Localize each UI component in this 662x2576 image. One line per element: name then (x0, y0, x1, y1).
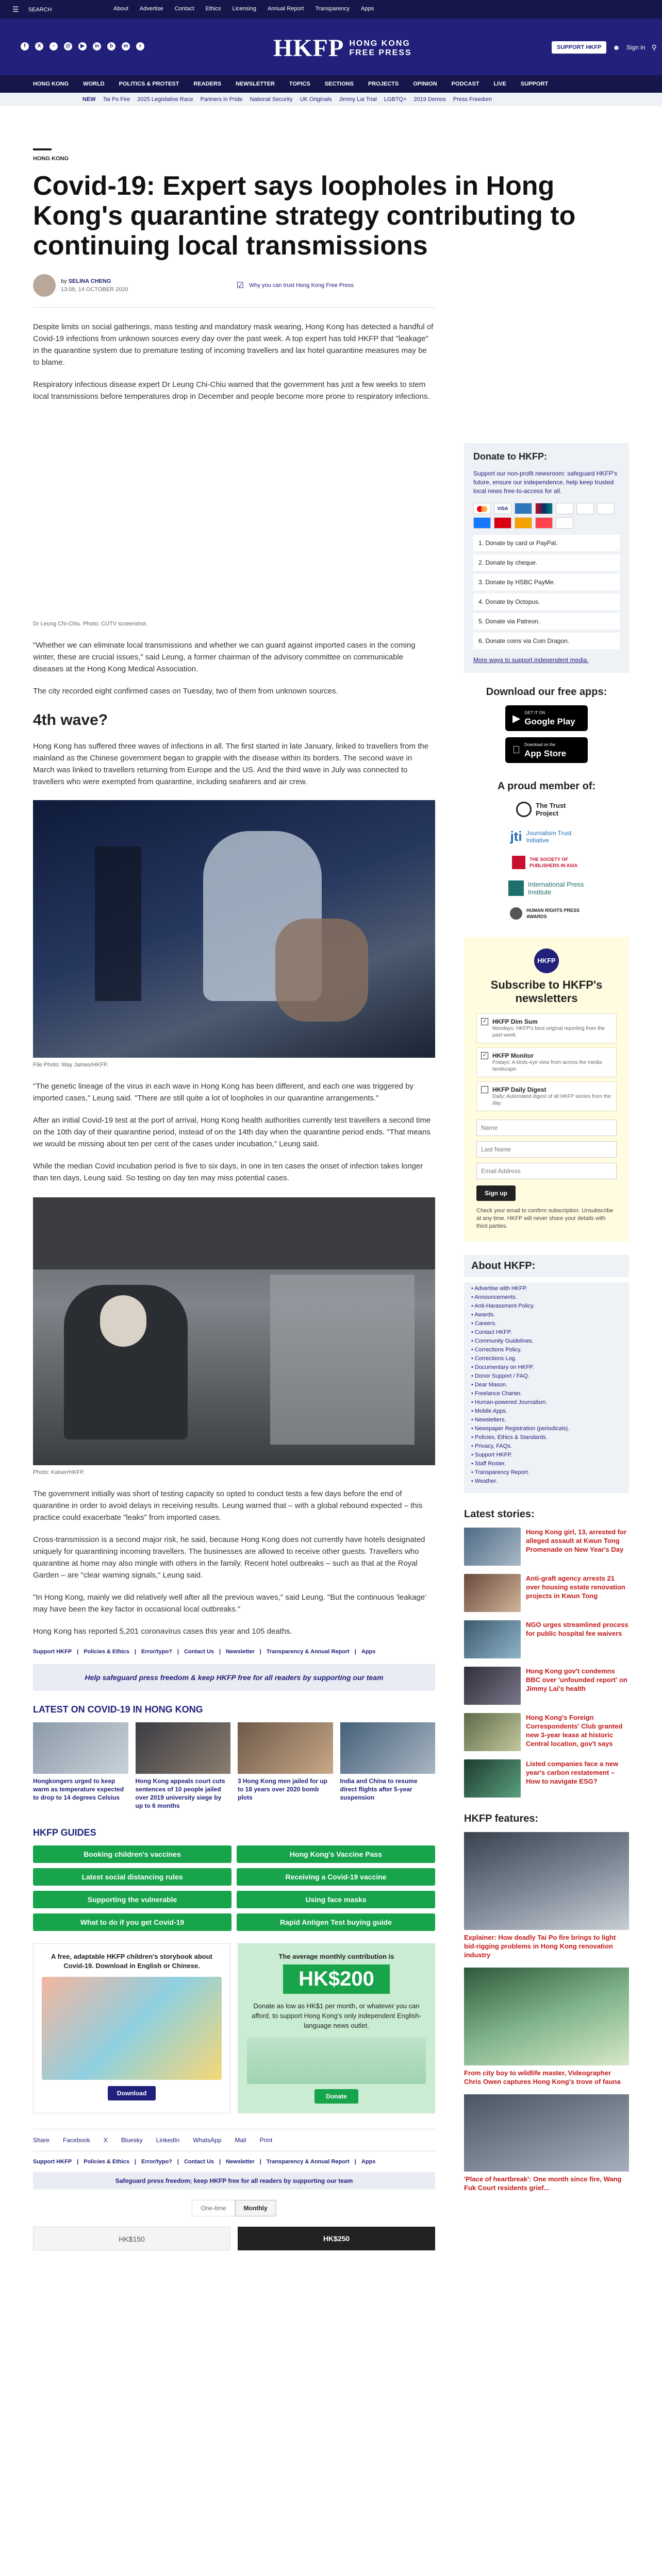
checkbox-checked-icon[interactable]: ✓ (481, 1052, 488, 1059)
first-name-field[interactable] (476, 1120, 617, 1136)
signup-button[interactable]: Sign up (476, 1185, 516, 1201)
nav-world[interactable]: WORLD (83, 81, 105, 87)
footer-link[interactable]: Transparency & Annual Report (266, 2159, 350, 2165)
about-link[interactable]: • Newsletters. (471, 1417, 506, 1423)
thumbnail (33, 1722, 128, 1774)
share-print[interactable]: Print (259, 2137, 273, 2144)
donate-step[interactable]: 3. Donate by HSBC PayMe. (473, 574, 620, 590)
share-linkedin[interactable]: LinkedIn (156, 2137, 180, 2144)
about-link[interactable]: • Corrections Policy. (471, 1347, 522, 1353)
trending-item[interactable]: National Security (250, 96, 293, 103)
nav-support[interactable]: SUPPORT (520, 81, 549, 87)
about-link[interactable]: • Support HKFP. (471, 1452, 512, 1458)
feature-title: 'Place of heartbreak': One month since fire, Wang Fuk Court residents grief... (464, 2175, 622, 2192)
about-list (464, 1282, 629, 1493)
ipi-icon (508, 880, 524, 896)
author-link[interactable]: SELINA CHENG (68, 278, 111, 284)
donate-step[interactable]: 2. Donate by cheque. (473, 554, 620, 571)
hrpa-logo[interactable] (510, 907, 583, 920)
support-banner-text: Help safeguard press freedom & keep HKFP free for all readers by supporting our team (85, 1673, 384, 1682)
footer-link[interactable]: Policies & Ethics (84, 2159, 129, 2165)
about-link[interactable]: • Anti-Harassment Policy. (471, 1303, 535, 1309)
apps-heading: Download our free apps: (486, 686, 607, 698)
donation-amounts (33, 2227, 435, 2250)
feature-item[interactable] (464, 2094, 629, 2192)
nav-politics-protest[interactable]: POLITICS & PROTEST (119, 81, 179, 87)
donation-amount: HK$200 (283, 1964, 390, 1994)
latest-story[interactable] (464, 1574, 629, 1612)
support-hkfp-button[interactable]: SUPPORT HKFP (552, 41, 606, 54)
share-bluesky[interactable]: Bluesky (121, 2137, 143, 2144)
feature-item[interactable] (464, 1832, 629, 1959)
badge-small-text: GET IT ON (524, 710, 545, 715)
utility-link-contact[interactable]: Contact (174, 6, 194, 12)
latest-story[interactable] (464, 1759, 629, 1798)
amount-option-selected[interactable]: HK$250 (238, 2227, 435, 2250)
nav-readers[interactable]: READERS (193, 81, 222, 87)
trust-project-logo[interactable] (516, 802, 577, 817)
donate-more-link[interactable]: More ways to support independent media. (473, 656, 589, 664)
storybook-download-button[interactable]: Download (108, 2086, 156, 2100)
donation-promo-top: The average monthly contribution is (278, 1953, 394, 1960)
article-photo (33, 800, 435, 1058)
badge-small-text: Download on the (517, 742, 548, 747)
instagram-icon[interactable]: ○ (49, 42, 58, 50)
storybook-promo-text: A free, adaptable HKFP children's storybook about Covid-19. Download in English or Chinese. (51, 1953, 212, 1970)
promo-cards (33, 1943, 435, 2113)
google-play-badge[interactable] (505, 705, 588, 731)
utility-links (113, 6, 374, 12)
latest-stories-heading: Latest stories: (464, 1509, 535, 1520)
policy-link-contact[interactable]: Contact Us (184, 1649, 214, 1655)
about-link[interactable]: • Advertise with HKFP. (471, 1285, 527, 1292)
search-icon[interactable]: ⚲ (651, 43, 657, 52)
donation-hand-illustration (247, 2038, 426, 2084)
latest-covid-title: Hong Kong appeals court cuts sentences of 10 people jailed over 2019 university siege by up to 6 months (135, 1777, 225, 1809)
policy-link-error[interactable]: Error/typo? (141, 1649, 172, 1655)
trending-item[interactable]: 2019 Demos (413, 96, 446, 103)
story-thumbnail (464, 1574, 521, 1612)
story-title: Hong Kong girl, 13, arrested for alleged assault at Kwun Tong Promenade on New Year's Day (526, 1528, 627, 1553)
share-x[interactable]: X (103, 2137, 108, 2144)
article-category[interactable]: HONG KONG (33, 156, 69, 162)
article-title: Covid-19: Expert says loopholes in Hong Kong's quarantine strategy contributing to continuing local transmissions (33, 171, 576, 261)
section-heading: 4th wave? (33, 711, 108, 728)
about-link[interactable]: • Transparency Report. (471, 1469, 529, 1476)
guide-button[interactable]: Hong Kong's Vaccine Pass (237, 1845, 435, 1863)
latest-covid-heading: LATEST ON COVID-19 IN HONG KONG (33, 1704, 203, 1715)
newsletter-option[interactable] (476, 1081, 617, 1111)
latest-covid-item[interactable] (136, 1722, 231, 1810)
apple-icon (512, 744, 520, 756)
newsletter-heading: Subscribe to HKFP's newsletters (490, 978, 603, 1005)
feature-image (464, 1832, 629, 1930)
sopa-icon (512, 856, 525, 869)
donation-promo-text: Donate as low as HK$1 per month, or whatever you can afford, to support Hong Kong's only independent English-language news outlet. (252, 2002, 421, 2029)
mastercard-icon (473, 503, 491, 514)
nav-sections[interactable]: SECTIONS (324, 81, 354, 87)
guide-button[interactable]: Booking children's vaccines (33, 1845, 231, 1863)
story-title: Anti-graft agency arrests 21 over housing estate renovation projects in Kwun Tong (526, 1574, 625, 1600)
logo-wordmark: HKFP (273, 35, 344, 62)
main-nav (0, 75, 662, 93)
last-name-field[interactable] (476, 1141, 617, 1158)
hrpa-icon (510, 907, 522, 920)
features-heading: HKFP features: (464, 1813, 539, 1824)
feature-title: From city boy to wildlife master, Videographer Chris Owen captures Hong Kong's trove of fauna (464, 2069, 621, 2086)
donate-step[interactable]: 1. Donate by card or PayPal. (473, 535, 620, 551)
trending-item[interactable]: Tai Po Fire (103, 96, 130, 103)
hkfp-badge-icon: HKFP (534, 948, 559, 973)
utility-link-apps[interactable]: Apps (361, 6, 374, 12)
paragraph: The government initially was short of testing capacity so opted to conduct tests a few days before the end of quarantine in order to avoid delays in receiving results. Leung warned that – with a global rebound expected – this practice could exacerbate "leaks" from imported cases. (33, 1489, 423, 1522)
paragraph: While the median Covid incubation period is five to six days, in one in ten cases the onset of infection takes longer than ten days, Leung said. So testing on day ten may miss potential cases. (33, 1162, 423, 1182)
latest-story[interactable] (464, 1667, 629, 1705)
nav-opinion[interactable]: OPINION (413, 81, 437, 87)
thumbnail (238, 1722, 333, 1774)
payme-icon (494, 517, 511, 529)
paragraph: Hong Kong has reported 5,201 coronavirus cases this year and 105 deaths. (33, 1627, 292, 1636)
feature-title: Explainer: How deadly Tai Po fire brings to light bid-rigging problems in Hong Kong renovation industry (464, 1934, 616, 1959)
applepay-icon (556, 503, 573, 514)
mastodon-icon[interactable]: m (122, 42, 130, 50)
image-caption: Dr Leung Chi-Chiu. Photo: CUTV screenshot. (33, 621, 147, 627)
ipi-logo[interactable] (508, 880, 585, 896)
policy-link-apps[interactable]: Apps (361, 1649, 376, 1655)
logo-subtitle-line1: HONG KONG (349, 39, 410, 48)
latest-covid-item[interactable] (340, 1722, 436, 1810)
checkbox-icon[interactable] (481, 1086, 488, 1093)
footer-support-banner[interactable]: Safeguard press freedom; keep HKFP free for all readers by supporting our team (33, 2172, 435, 2190)
member-name: Journalism Trust Initiative (526, 829, 572, 844)
guides-grid (33, 1845, 435, 1931)
paypal-icon (597, 503, 615, 514)
guide-button[interactable]: What to do if you get Covid-19 (33, 1913, 231, 1931)
story-title: Hong Kong gov't condemns BBC over 'unfounded report' on Jimmy Lai's health (526, 1667, 627, 1692)
checkbox-checked-icon[interactable]: ✓ (481, 1018, 488, 1025)
bluesky-icon[interactable]: b (107, 42, 115, 50)
patreon-icon (535, 517, 553, 529)
story-thumbnail (464, 1620, 521, 1658)
donate-step[interactable]: 6. Donate coins via Coin Dragon. (473, 633, 620, 649)
about-link[interactable]: • Contact HKFP. (471, 1329, 512, 1335)
tab-monthly[interactable]: Monthly (235, 2200, 276, 2216)
sidebar (464, 443, 629, 2192)
newsletter-name: HKFP Daily Digest (492, 1086, 547, 1093)
thumbnail (136, 1722, 231, 1774)
trending-item[interactable]: UK Originals (300, 96, 332, 103)
nav-live[interactable]: LIVE (493, 81, 506, 87)
about-link[interactable]: • Human-powered Journalism. (471, 1399, 548, 1405)
share-bar (33, 2137, 435, 2144)
facebook-icon[interactable]: f (21, 42, 29, 50)
story-thumbnail (464, 1713, 521, 1751)
badge-big-text: Google Play (524, 717, 575, 726)
newsletter-box (464, 937, 629, 1242)
story-thumbnail (464, 1528, 521, 1566)
latest-story[interactable] (464, 1528, 629, 1566)
googlepay-icon (576, 503, 594, 514)
menu-icon[interactable]: ☰ (12, 5, 19, 13)
paragraph: Respiratory infectious disease expert Dr Leung Chi-Chiu warned that the government has just a few weeks to stem local transmissions before temperatures drop in December and people become more prone to respiratory infections. (33, 380, 430, 401)
newsletter-desc: Mondays: HKFP's best original reporting from the past week. (492, 1026, 605, 1038)
footer-link[interactable]: Apps (361, 2159, 376, 2165)
top-utility-bar (0, 0, 662, 19)
trending-item[interactable]: Jimmy Lai Trial (339, 96, 377, 103)
story-title: Listed companies face a new year's carbon restatement – How to navigate ESG? (526, 1760, 619, 1785)
about-link[interactable]: • Documentary on HKFP. (471, 1364, 534, 1370)
about-link[interactable]: • Weather. (471, 1478, 498, 1484)
coindragon-icon (556, 517, 573, 529)
footer-link[interactable]: Support HKFP (33, 2159, 72, 2165)
member-name: The Trust Project (536, 802, 566, 817)
donation-promo[interactable] (238, 1943, 435, 2113)
newsletter-option[interactable] (476, 1047, 617, 1077)
about-link[interactable]: • Careers. (471, 1320, 497, 1327)
guide-button[interactable]: Rapid Antigen Test buying guide (237, 1913, 435, 1931)
footer-link[interactable]: Newsletter (226, 2159, 255, 2165)
donate-intro[interactable]: Support our non-profit newsroom: safeguard HKFP's future, ensure our independence, help keep trusted local news free-to-access for all. (473, 470, 618, 495)
badge-big-text: App Store (517, 749, 559, 758)
about-link[interactable]: • Policies, Ethics & Standards. (471, 1434, 548, 1440)
newsletter-desc: Fridays: A birds-eye view from across the media landscape. (492, 1060, 602, 1072)
paragraph: "In Hong Kong, mainly we did relatively well after all the previous waves," said Leung. "But the continuous 'leakage' may have been the key factor in occasional local outbreaks." (33, 1593, 426, 1614)
about-link[interactable]: • Dear Mason. (471, 1382, 507, 1388)
octopus-icon (515, 517, 532, 529)
youtube-icon[interactable]: ▶ (78, 42, 87, 50)
paragraph: "Whether we can eliminate local transmissions and whether we can guard against imported cases in the coming winter, these are crucial issues," said Leung, a former chairman of the advisory committee on communicable diseases at the Hong Kong Medical Association. (33, 641, 416, 673)
email-field[interactable] (476, 1163, 617, 1179)
latest-covid-title: 3 Hong Kong men jailed for up to 18 years over 2020 bomb plots (238, 1777, 327, 1801)
nav-podcast[interactable]: PODCAST (451, 81, 479, 87)
guide-button[interactable]: Receiving a Covid-19 vaccine (237, 1868, 435, 1886)
trending-label: NEW (82, 96, 96, 103)
paragraph: Hong Kong has suffered three waves of infections in all. The first started in late January, linked to travellers from the mainland as the Chinese government began to grapple with the disease within its borders. The second wave in March was linked to travellers returning from Europe and the US. And the third wave in July was connected to travellers who were exempted from quarantine, including seafarers and air crew. (33, 742, 429, 786)
paragraph: After an initial Covid-19 test at the port of arrival, Hong Kong health authorities currently test travellers a second time on the 10th day of their quarantine period, instead of on the 14th day when the quarantine period ends. "That means we would be missing about ten per cent of the cases under incubation," Leung said. (33, 1116, 431, 1148)
linkedin-icon[interactable]: in (93, 42, 101, 50)
utility-link-ethics[interactable]: Ethics (205, 6, 221, 12)
latest-covid-item[interactable] (238, 1722, 333, 1810)
footer-link[interactable]: Error/typo? (141, 2159, 172, 2165)
share-mail[interactable]: Mail (235, 2137, 246, 2144)
story-thumbnail (464, 1667, 521, 1705)
storybook-illustration (42, 1977, 222, 2080)
latest-covid-item[interactable] (33, 1722, 128, 1810)
paragraph: The city recorded eight confirmed cases on Tuesday, two of them from unknown sources. (33, 687, 338, 696)
share-facebook[interactable]: Facebook (63, 2137, 90, 2144)
nav-newsletter[interactable]: NEWSLETTER (236, 81, 275, 87)
feature-image (464, 1968, 629, 2065)
donate-step[interactable]: 4. Donate by Octopus. (473, 594, 620, 610)
x-icon[interactable]: X (35, 42, 43, 50)
utility-link-advertise[interactable]: Advertise (139, 6, 163, 12)
trust-shield-icon: ☑ (236, 281, 244, 290)
utility-link-licensing[interactable]: Licensing (232, 6, 256, 12)
tab-one-time[interactable]: One-time (192, 2200, 235, 2216)
guide-button[interactable]: Using face masks (237, 1891, 435, 1908)
newsletter-option[interactable] (476, 1013, 617, 1043)
support-banner[interactable] (33, 1664, 435, 1691)
member-name: HUMAN RIGHTS PRESS AWARDS (526, 908, 580, 919)
about-link[interactable]: • Donor Support / FAQ. (471, 1373, 529, 1379)
storybook-promo[interactable] (33, 1943, 230, 2113)
alipay-icon (473, 517, 491, 529)
donate-button[interactable]: Donate (315, 2089, 358, 2104)
about-link[interactable]: • Awards. (471, 1312, 495, 1318)
utility-link-annual-report[interactable]: Annual Report (267, 6, 304, 12)
latest-story[interactable] (464, 1620, 629, 1658)
member-logos (464, 802, 629, 920)
rss-icon[interactable]: r (136, 42, 144, 50)
author-avatar (33, 274, 56, 297)
trending-item[interactable]: Partners in Pride (200, 96, 243, 103)
payment-icons (473, 503, 620, 529)
signin-link[interactable]: Sign in (626, 44, 646, 51)
about-heading: About HKFP: (464, 1255, 629, 1277)
donate-step[interactable]: 5. Donate via Patreon. (473, 613, 620, 630)
amount-option[interactable]: HK$150 (33, 2227, 230, 2250)
story-title: Hong Kong's Foreign Correspondents' Club granted new 3-year lease at historic Central location, gov't says (526, 1714, 623, 1748)
about-link[interactable]: • Mobile Apps. (471, 1408, 507, 1414)
latest-story[interactable] (464, 1713, 629, 1751)
newsletter-desc: Daily: Automated digest of all HKFP stories from the day. (492, 1094, 611, 1106)
publish-date: 13:08, 14 OCTOBER 2020 (61, 286, 128, 293)
latest-covid-title: India and China to resume direct flights after 5-year suspension (340, 1777, 418, 1801)
donate-box (464, 443, 629, 673)
about-link[interactable]: • Freelance Charter. (471, 1391, 522, 1397)
nav-hong-kong[interactable]: HONG KONG (33, 81, 69, 87)
about-link[interactable]: • Community Guidelines. (471, 1338, 534, 1344)
image-caption: File Photo: May James/HKFP. (33, 1062, 108, 1068)
thumbnail (340, 1722, 436, 1774)
about-link[interactable]: • Privacy, FAQs. (471, 1443, 512, 1449)
member-name: THE SOCIETY OF PUBLISHERS IN ASIA (529, 857, 578, 868)
policy-link-ethics[interactable]: Policies & Ethics (84, 1649, 129, 1655)
about-link[interactable]: • Corrections Log. (471, 1355, 517, 1362)
trust-link[interactable]: Why you can trust Hong Kong Free Press (249, 282, 354, 289)
about-link[interactable]: • Staff Roster. (471, 1461, 506, 1467)
share-label: Share (33, 2137, 50, 2144)
newsletter-name: HKFP Dim Sum (492, 1018, 538, 1025)
member-name: International Press Institute (528, 880, 584, 896)
image-caption: Photo: Kaiser/HKFP. (33, 1469, 85, 1476)
video-embed[interactable] (33, 416, 435, 617)
category-divider (33, 148, 52, 150)
social-icons (21, 42, 144, 50)
logo-subtitle (349, 39, 411, 58)
latest-covid-grid (33, 1722, 435, 1810)
policy-link-support[interactable]: Support HKFP (33, 1649, 72, 1655)
paragraph: "The genetic lineage of the virus in each wave in Hong Kong has been different, and each one was triggered by imported cases," Leung said. "There are still quite a lot of loopholes in our quarantine arrangements." (33, 1082, 414, 1103)
trust-project-icon (516, 802, 532, 817)
jti-icon: jti (510, 828, 522, 844)
google-play-icon: ▶ (512, 713, 521, 724)
trending-item[interactable]: 2025 Legislative Race (137, 96, 193, 103)
byline-divider (33, 307, 435, 308)
donation-frequency-tabs (33, 2200, 435, 2216)
policy-links: Support HKFP | Policies & Ethics | Error/typo? | Contact Us | Newsletter | Transparency & Annual Report | Apps (33, 1649, 376, 1655)
policy-link-newsletter[interactable]: Newsletter (226, 1649, 255, 1655)
guide-button[interactable]: Supporting the vulnerable (33, 1891, 231, 1908)
utility-link-transparency[interactable]: Transparency (315, 6, 350, 12)
logo-subtitle-line2: FREE PRESS (349, 48, 412, 57)
share-whatsapp[interactable]: WhatsApp (193, 2137, 222, 2144)
donate-heading: Donate to HKFP: (473, 451, 547, 462)
utility-link-about[interactable]: About (113, 6, 128, 12)
jti-logo[interactable] (510, 828, 583, 844)
policy-link-transparency[interactable]: Transparency & Annual Report (266, 1649, 350, 1655)
latest-covid-title: Hongkongers urged to keep warm as temperature expected to drop to 14 degrees Celsius (33, 1777, 124, 1801)
about-link[interactable]: • Announcements. (471, 1294, 517, 1300)
nav-projects[interactable]: PROJECTS (368, 81, 399, 87)
byline-by: by (61, 278, 67, 284)
member-heading: A proud member of: (497, 781, 596, 792)
about-link[interactable]: • Newspaper Registration (periodicals). (471, 1426, 570, 1432)
paragraph: Cross-transmission is a second major risk, he said, because Hong Kong does not currently have hotels designated uniquely for quarantining incoming travellers. The businesses are allowed to receive other guests. Travellers who quarantine at home may also mingle with others in the family. Recent hotel outbreaks – such as that at the Royal Garden – are "clear warning signals," Leung said. (33, 1535, 425, 1580)
newsletter-name: HKFP Monitor (492, 1052, 534, 1059)
brand-header (0, 19, 662, 75)
trending-item[interactable]: Press Freedom (453, 96, 492, 103)
trending-item[interactable]: LGBTQ+ (384, 96, 407, 103)
feature-image (464, 2094, 629, 2172)
latest-stories-list (464, 1528, 629, 1798)
visa-icon: VISA (494, 503, 511, 514)
nav-topics[interactable]: TOPICS (289, 81, 310, 87)
byline (33, 274, 435, 297)
app-store-badge[interactable] (505, 737, 588, 763)
paragraph: Despite limits on social gatherings, mass testing and mandatory mask wearing, Hong Kong has detected a handful of Covid-19 infections from unknown sources every day over the past week. A top expert has told HKFP that "leakage" in the quarantine system due to premature testing of incoming travellers and lax hotel quarantine measures may be to blame. (33, 323, 434, 367)
threads-icon[interactable]: @ (64, 42, 72, 50)
account-icon[interactable]: ☻ (613, 43, 620, 52)
newsletter-note: Check your email to confirm subscription. Unsubscribe at any time. HKFP will never share your details with third parties. (476, 1208, 614, 1229)
guides-heading: HKFP GUIDES (33, 1827, 96, 1838)
footer-link[interactable]: Contact Us (184, 2159, 214, 2165)
story-title: NGO urges streamlined process for public hospital fee waivers (526, 1621, 628, 1637)
features-list (464, 1832, 629, 2192)
feature-item[interactable] (464, 1968, 629, 2086)
trending-bar (0, 93, 662, 106)
footer-links: Support HKFP | Policies & Ethics | Error/typo? | Contact Us | Newsletter | Transparency & Annual Report | Apps (33, 2159, 376, 2165)
search-link[interactable]: SEARCH (28, 6, 52, 13)
amex-icon (515, 503, 532, 514)
story-thumbnail (464, 1759, 521, 1798)
site-logo[interactable] (273, 34, 412, 62)
guide-button[interactable]: Latest social distancing rules (33, 1868, 231, 1886)
unionpay-icon (535, 503, 553, 514)
sopa-logo[interactable] (512, 856, 581, 869)
article-photo (33, 1197, 435, 1465)
